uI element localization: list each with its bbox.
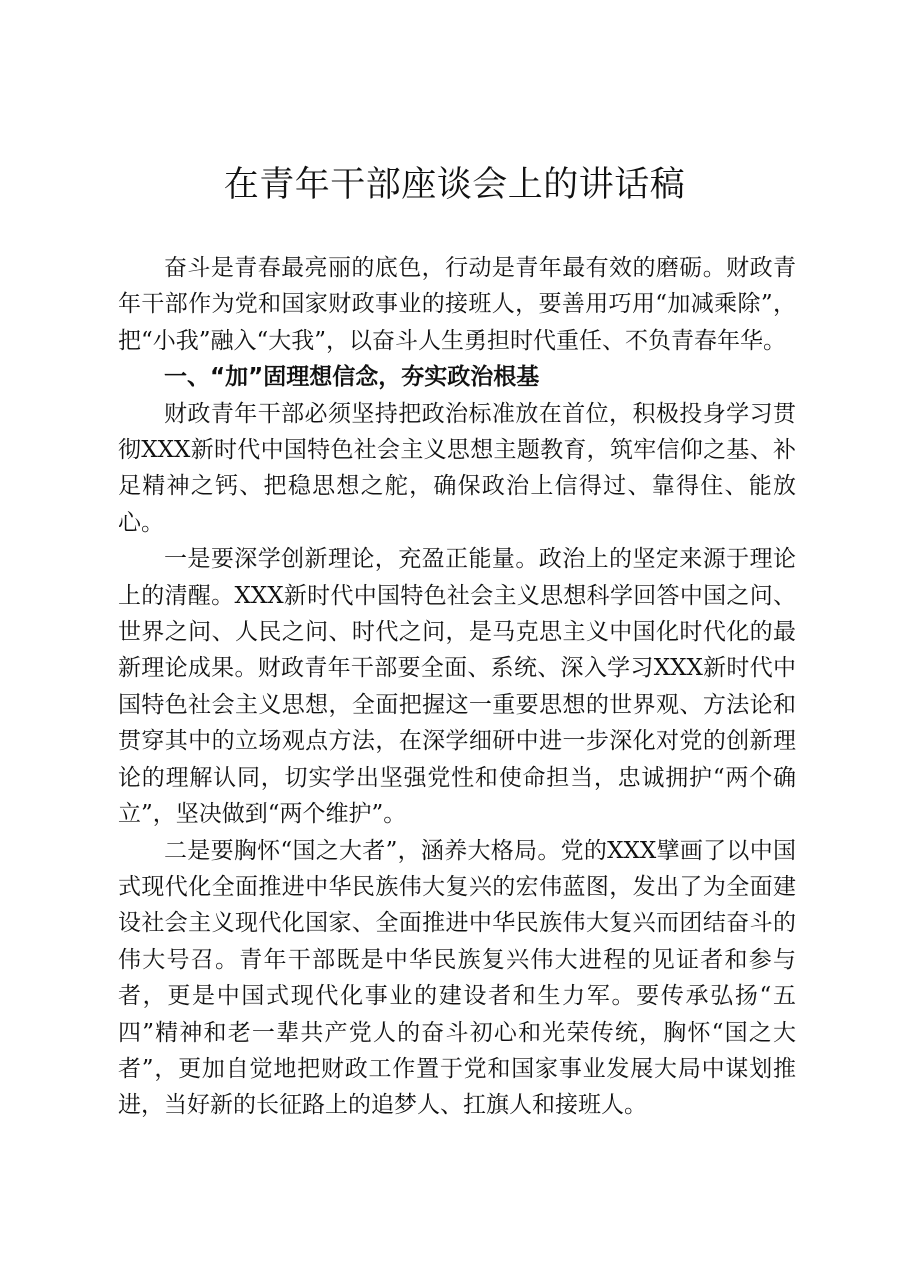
page-title: 在青年干部座谈会上的讲话稿: [223, 165, 686, 205]
paragraph-point-1: 一是要深学创新理论，充盈正能量。政治上的坚定来源于理论上的清醒。XXX新时代中国特色社会主义思想科学回答中国之问、世界之问、人民之问、时代之问，是马克思主义中国化时代化的最新理论成果。财政青年干部要全面、系统、深入学习XXX新时代中国特色社会主义思想，全面把握这一重要思想的世界观、方法论和贯穿其中的立场观点方法，在深学细研中进一步深化对党的创新理论的理解认同，切实学出坚强党性和使命担当，忠诚拥护“两个确立”，坚决做到“两个维护”。: [118, 546, 796, 828]
section-heading-1: 一、“加”固理想信念，夯实政治根基: [164, 364, 540, 391]
document-body: [118, 250, 796, 1124]
paragraph-intro: 奋斗是青春最亮丽的底色，行动是青年最有效的磨砺。财政青年干部作为党和国家财政事业的接班人，要善用巧用“加减乘除”，把“小我”融入“大我”，以奋斗人生勇担时代重任、不负青春年华。: [118, 255, 796, 354]
paragraph-point-2: 二是要胸怀“国之大者”，涵养大格局。党的XXX擘画了以中国式现代化全面推进中华民族伟大复兴的宏伟蓝图，发出了为全面建设社会主义现代化国家、全面推进中华民族伟大复兴而团结奋斗的伟大号召。青年干部既是中华民族复兴伟大进程的见证者和参与者，更是中国式现代化事业的建设者和生力军。要传承弘扬“五四”精神和老一辈共产党人的奋斗初心和光荣传统，胸怀“国之大者”，更加自觉地把财政工作置于党和国家事业发展大局中谋划推进，当好新的长征路上的追梦人、扛旗人和接班人。: [118, 837, 796, 1119]
paragraph-section-1-overview: 财政青年干部必须坚持把政治标准放在首位，积极投身学习贯彻XXX新时代中国特色社会主义思想主题教育，筑牢信仰之基、补足精神之钙、把稳思想之舵，确保政治上信得过、靠得住、能放心。: [118, 400, 796, 536]
